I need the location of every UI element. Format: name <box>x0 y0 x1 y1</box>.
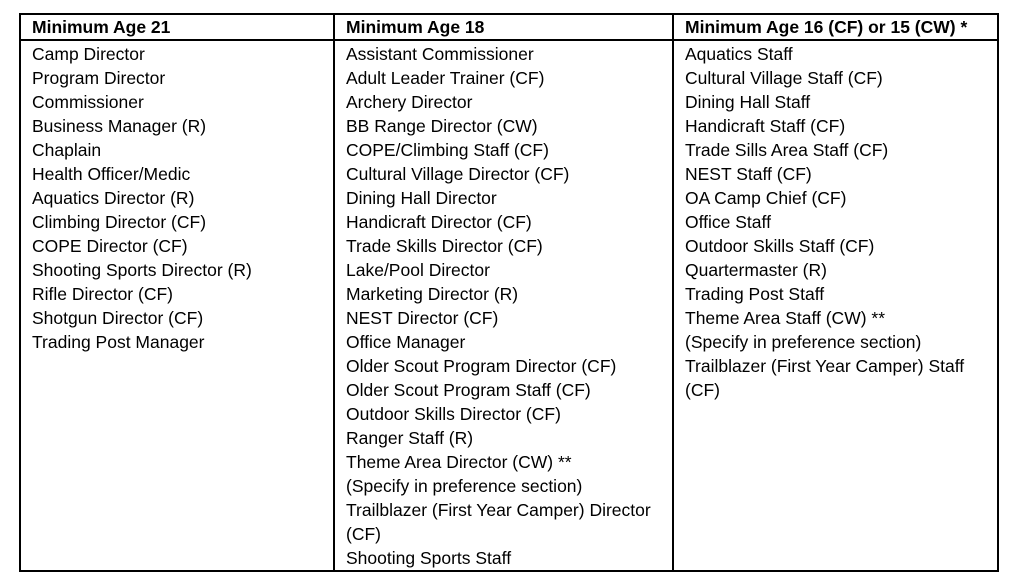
role-item: Archery Director <box>346 92 473 112</box>
role-item: Aquatics Staff <box>685 44 793 64</box>
column-age-18 <box>334 40 673 571</box>
role-item: Chaplain <box>32 140 102 160</box>
role-item: Theme Area Director (CW) ** <box>346 452 572 472</box>
table-header-row <box>20 14 998 40</box>
role-item: Older Scout Program Director (CF) <box>346 356 617 376</box>
column-header-age-18: Minimum Age 18 <box>334 14 673 40</box>
role-item: Shooting Sports Staff <box>346 548 512 568</box>
role-list-age-16-15 <box>685 42 991 402</box>
role-item: Outdoor Skills Staff (CF) <box>685 236 875 256</box>
role-item: (Specify in preference section) <box>346 476 583 496</box>
role-item: Handicraft Director (CF) <box>346 212 532 232</box>
role-item: Adult Leader Trainer (CF) <box>346 68 545 88</box>
role-item: Shotgun Director (CF) <box>32 308 204 328</box>
role-item: Office Manager <box>346 332 466 352</box>
staff-age-requirements-table <box>19 13 999 572</box>
role-item: Business Manager (R) <box>32 116 207 136</box>
role-item: NEST Director (CF) <box>346 308 499 328</box>
role-item: Cultural Village Staff (CF) <box>685 68 883 88</box>
column-header-age-21: Minimum Age 21 <box>20 14 334 40</box>
role-item: Camp Director <box>32 44 145 64</box>
role-item: Aquatics Director (R) <box>32 188 195 208</box>
role-item: Trade Skills Director (CF) <box>346 236 543 256</box>
role-item: NEST Staff (CF) <box>685 164 812 184</box>
role-item: Trading Post Manager <box>32 332 205 352</box>
role-item: Dining Hall Staff <box>685 92 811 112</box>
role-item: Outdoor Skills Director (CF) <box>346 404 561 424</box>
role-item: Trading Post Staff <box>685 284 825 304</box>
column-header-age-16-15: Minimum Age 16 (CF) or 15 (CW) * <box>673 14 998 40</box>
role-item: Climbing Director (CF) <box>32 212 207 232</box>
role-item: OA Camp Chief (CF) <box>685 188 847 208</box>
role-list-age-18 <box>346 42 666 570</box>
table-body-row <box>20 40 998 571</box>
role-item: Shooting Sports Director (R) <box>32 260 252 280</box>
role-item: BB Range Director (CW) <box>346 116 538 136</box>
role-item: Cultural Village Director (CF) <box>346 164 570 184</box>
role-item: Dining Hall Director <box>346 188 497 208</box>
role-item: Commissioner <box>32 92 144 112</box>
role-item: COPE Director (CF) <box>32 236 188 256</box>
role-item: Trailblazer (First Year Camper) Director (CF) <box>346 500 651 544</box>
role-list-age-21 <box>32 42 327 354</box>
role-item: Handicraft Staff (CF) <box>685 116 846 136</box>
role-item: Trailblazer (First Year Camper) Staff (CF) <box>685 356 965 400</box>
role-item: Program Director <box>32 68 166 88</box>
role-item: Health Officer/Medic <box>32 164 191 184</box>
role-item: (Specify in preference section) <box>685 332 922 352</box>
role-item: Quartermaster (R) <box>685 260 827 280</box>
role-item: Theme Area Staff (CW) ** <box>685 308 886 328</box>
role-item: Rifle Director (CF) <box>32 284 173 304</box>
role-item: Assistant Commissioner <box>346 44 534 64</box>
column-age-16-15 <box>673 40 998 571</box>
column-age-21 <box>20 40 334 571</box>
role-item: Ranger Staff (R) <box>346 428 474 448</box>
role-item: Lake/Pool Director <box>346 260 490 280</box>
role-item: COPE/Climbing Staff (CF) <box>346 140 549 160</box>
role-item: Office Staff <box>685 212 771 232</box>
role-item: Older Scout Program Staff (CF) <box>346 380 591 400</box>
role-item: Marketing Director (R) <box>346 284 519 304</box>
role-item: Trade Sills Area Staff (CF) <box>685 140 889 160</box>
